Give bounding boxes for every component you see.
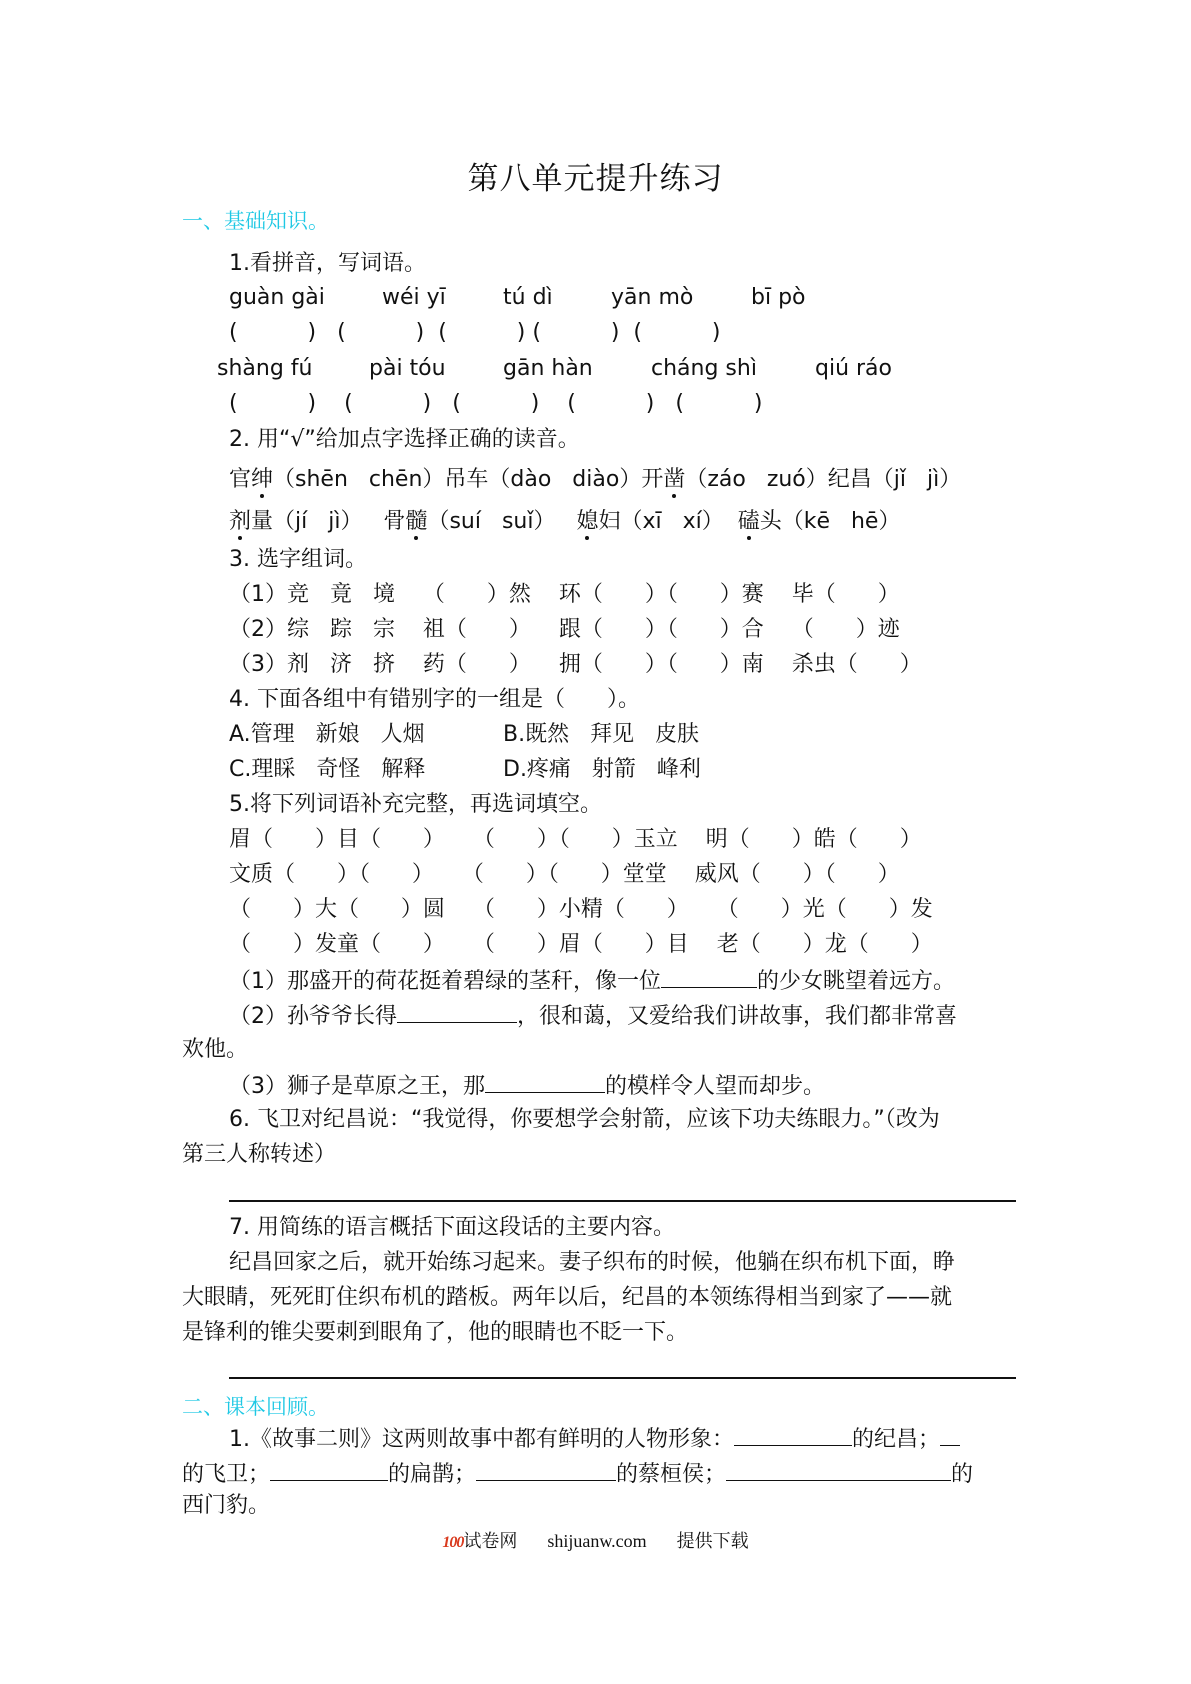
q5-sentence-3: （3）狮子是草原之王，那 的模样令人望而却步。 — [229, 1074, 826, 1099]
q4-option-a: A.管理 新娘 人烟 — [229, 722, 425, 747]
q5-row3: （ ）大（ ）圆 （ ）小精（ ） （ ）光（ ）发 — [229, 897, 933, 922]
review-q1-line3: 西门豹。 — [182, 1493, 271, 1518]
q2-line1: 官绅（shēn chēn）吊车（dào diào）开凿（záo zuó）纪昌（jǐ jì） — [229, 467, 962, 492]
section-heading-review: 二、课本回顾。 — [182, 1395, 329, 1419]
q5-sentence-1: （1）那盛开的荷花挺着碧绿的茎秆，像一位 的少女眺望着远方。 — [229, 969, 956, 994]
pinyin-8: gān hàn — [503, 356, 593, 381]
pinyin-5: bī pò — [751, 285, 806, 310]
pinyin-3: tú dì — [503, 285, 553, 310]
pinyin-9: cháng shì — [651, 356, 757, 381]
q4-label: 4. 下面各组中有错别字的一组是（ ）。 — [229, 687, 640, 712]
q3-row3: （3）剂 济 挤 药（ ） 拥（ ）（ ）南 杀虫（ ） — [229, 652, 922, 677]
answer-parens-row2: ( ) ( ) ( ) ( ) ( ) — [229, 391, 763, 416]
pinyin-10: qiú ráo — [815, 356, 892, 381]
answer-parens-row1: ( ) ( ) ( ) ( ) ( ) — [229, 320, 721, 345]
answer-blank[interactable] — [734, 1425, 852, 1446]
q5-row1: 眉（ ）目（ ） （ ）（ ）玉立 明（ ）皓（ ） — [229, 827, 922, 852]
footer-note: 提供下载 — [676, 1531, 749, 1551]
q5-sentence-2: （2）孙爷爷长得 ，很和蔼，又爱给我们讲故事，我们都非常喜 — [229, 1004, 958, 1029]
q7-passage-line1: 纪昌回家之后，就开始练习起来。妻子织布的时候，他躺在织布机下面，睁 — [229, 1250, 956, 1275]
q4-option-b: B.既然 拜见 皮肤 — [503, 722, 700, 747]
answer-blank[interactable] — [485, 1072, 605, 1093]
answer-blank[interactable] — [726, 1460, 951, 1481]
review-q1-line1: 1.《故事二则》这两则故事中都有鲜明的人物形象： 的纪昌； — [229, 1425, 960, 1453]
q5-row4: （ ）发童（ ） （ ）眉（ ）目 老（ ）龙（ ） — [229, 932, 933, 957]
q4-option-c: C.理睬 奇怪 解释 — [229, 757, 426, 782]
answer-blank[interactable] — [476, 1460, 616, 1481]
page-title: 第八单元提升练习 — [467, 161, 724, 197]
q6-line1: 6. 飞卫对纪昌说：“我觉得，你要想学会射箭，应该下功夫练眼力。”（改为 — [229, 1107, 940, 1132]
q7-label: 7. 用简练的语言概括下面这段话的主要内容。 — [229, 1215, 675, 1240]
q1-label: 1.看拼音，写词语。 — [229, 251, 426, 276]
review-q1-line2: 的飞卫； 的扁鹊； 的蔡桓侯； 的 — [182, 1462, 974, 1487]
pinyin-6: shàng fú — [217, 356, 313, 381]
q7-passage-line2: 大眼睛，死死盯住织布机的踏板。两年以后，纪昌的本领练得相当到家了——就 — [182, 1285, 953, 1310]
answer-blank[interactable] — [270, 1460, 388, 1481]
q3-label: 3. 选字组词。 — [229, 547, 367, 572]
answer-blank[interactable] — [397, 1002, 517, 1023]
q2-line2: 剂量（jí jì） 骨髓（suí suǐ） 媳妇（xī xí） 磕头（kē hē） — [229, 509, 901, 534]
pinyin-4: yān mò — [611, 285, 694, 310]
q3-row1: （1）竞 竟 境 （ ）然 环（ ）（ ）赛 毕（ ） — [229, 582, 900, 607]
pinyin-7: pài tóu — [369, 356, 446, 381]
pinyin-2: wéi yī — [382, 285, 446, 310]
answer-blank[interactable] — [940, 1425, 960, 1446]
answer-line-q7[interactable] — [229, 1377, 1016, 1379]
pinyin-1: guàn gài — [229, 285, 325, 310]
q7-passage-line3: 是锋利的锥尖要刺到眼角了，他的眼睛也不眨一下。 — [182, 1320, 689, 1345]
answer-line-q6[interactable] — [229, 1200, 1016, 1202]
section-heading-basics: 一、基础知识。 — [182, 209, 329, 233]
q5-label: 5.将下列词语补充完整，再选词填空。 — [229, 792, 602, 817]
q3-row2: （2）综 踪 宗 祖（ ） 跟（ ）（ ）合 （ ）迹 — [229, 617, 900, 642]
site-domain[interactable]: shijuanw.com — [547, 1531, 647, 1551]
q5-row2: 文质（ ）（ ） （ ）（ ）堂堂 威风（ ）（ ） — [229, 862, 900, 887]
q6-line2: 第三人称转述） — [182, 1142, 337, 1167]
site-name: 试卷网 — [463, 1531, 518, 1551]
answer-blank[interactable] — [661, 967, 757, 988]
q5-sentence-2-cont: 欢他。 — [182, 1037, 249, 1062]
site-logo: 100 — [442, 1534, 464, 1551]
q2-label: 2. 用“√”给加点字选择正确的读音。 — [229, 427, 580, 452]
page-footer — [0, 1527, 1191, 1553]
q4-option-d: D.疼痛 射箭 峰利 — [503, 757, 701, 782]
